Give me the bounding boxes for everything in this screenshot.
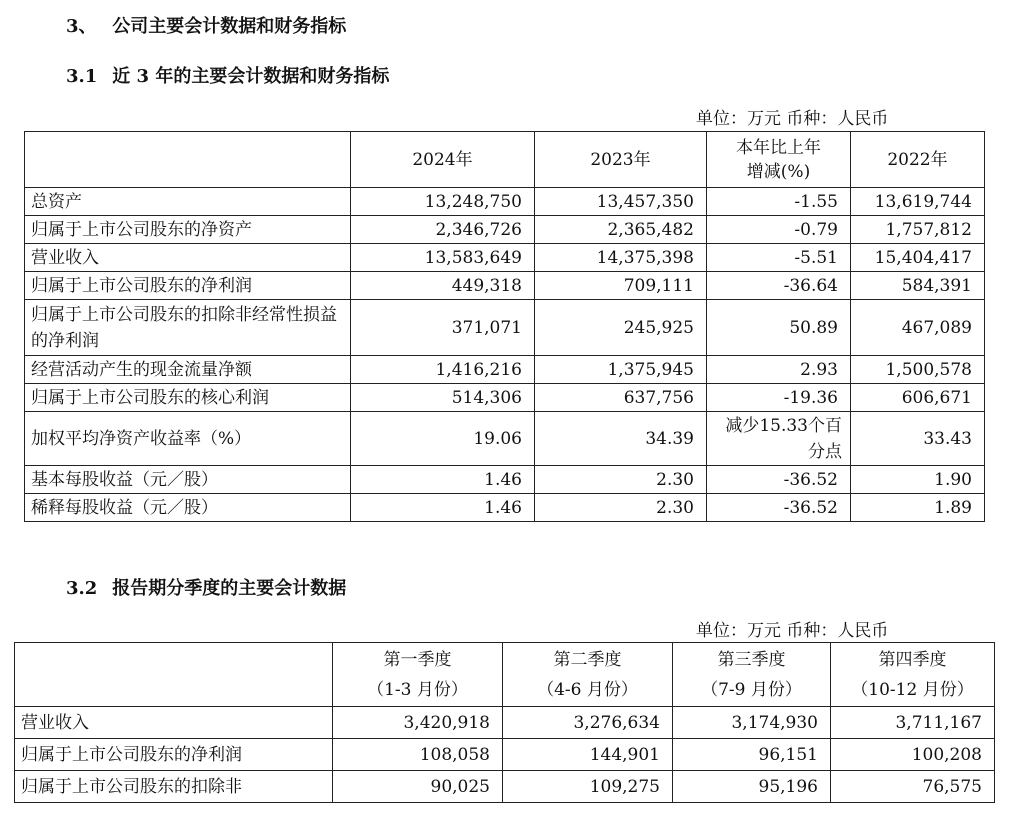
value-2023: 245,925: [535, 300, 707, 356]
table-row: [25, 244, 985, 272]
section-3-title: 公司主要会计数据和财务指标: [112, 16, 347, 37]
section-3-1-unit: 单位：万元 币种：人民币: [696, 109, 889, 129]
table-row: [15, 739, 995, 771]
section-3-2-heading: [66, 574, 346, 600]
value-q4: 3,711,167: [831, 707, 995, 739]
header-q1-line1: 第一季度: [383, 649, 452, 670]
value-q1: 3,420,918: [333, 707, 503, 739]
value-q2: 109,275: [503, 771, 673, 803]
row-label: 归属于上市公司股东的扣除非经常性损益的净利润: [25, 300, 351, 356]
annual-financial-table: [24, 131, 985, 522]
header-q4-line2: （10-12 月份）: [851, 679, 974, 700]
row-label: 营业收入: [25, 244, 351, 272]
header-blank: [25, 132, 351, 188]
value-2022: 1,757,812: [851, 216, 985, 244]
section-3-2-number: 3.2: [66, 578, 98, 599]
header-q3-line2: （7-9 月份）: [701, 679, 802, 700]
header-2022: 2022年: [851, 132, 985, 188]
value-2023: 14,375,398: [535, 244, 707, 272]
value-2023: 1,375,945: [535, 356, 707, 384]
value-2022: 1,500,578: [851, 356, 985, 384]
header-change-line1: 本年比上年: [736, 137, 821, 158]
value-2023: 2,365,482: [535, 216, 707, 244]
row-label: 归属于上市公司股东的净利润: [15, 739, 333, 771]
quarterly-financial-table: [14, 642, 995, 803]
value-change: 50.89: [707, 300, 851, 356]
header-q2-line1: 第二季度: [553, 649, 622, 670]
value-2024: 1,416,216: [351, 356, 535, 384]
value-q3: 96,151: [673, 739, 831, 771]
header-q2: [503, 643, 673, 707]
value-q3: 3,174,930: [673, 707, 831, 739]
value-2023: 637,756: [535, 384, 707, 412]
table-row: [25, 494, 985, 522]
row-label: 基本每股收益（元／股）: [25, 466, 351, 494]
header-q1-line2: （1-3 月份）: [367, 679, 468, 700]
value-q4: 100,208: [831, 739, 995, 771]
row-label: 归属于上市公司股东的扣除非: [15, 771, 333, 803]
value-q4: 76,575: [831, 771, 995, 803]
row-label: 总资产: [25, 188, 351, 216]
header-q3: [673, 643, 831, 707]
value-q3: 95,196: [673, 771, 831, 803]
value-2022: 33.43: [851, 412, 985, 466]
value-2022: 584,391: [851, 272, 985, 300]
header-2024: 2024年: [351, 132, 535, 188]
value-change: -5.51: [707, 244, 851, 272]
value-change: -19.36: [707, 384, 851, 412]
value-change: -0.79: [707, 216, 851, 244]
value-2022: 13,619,744: [851, 188, 985, 216]
row-label: 经营活动产生的现金流量净额: [25, 356, 351, 384]
value-2024: 514,306: [351, 384, 535, 412]
value-change: -36.64: [707, 272, 851, 300]
value-q1: 90,025: [333, 771, 503, 803]
value-2022: 15,404,417: [851, 244, 985, 272]
value-change: -1.55: [707, 188, 851, 216]
value-2023: 709,111: [535, 272, 707, 300]
value-2024: 13,248,750: [351, 188, 535, 216]
section-3-1-heading: [66, 62, 389, 88]
value-2024: 2,346,726: [351, 216, 535, 244]
value-2023: 34.39: [535, 412, 707, 466]
value-2022: 1.90: [851, 466, 985, 494]
header-change-line2: 增减(%): [746, 161, 811, 182]
value-q2: 3,276,634: [503, 707, 673, 739]
section-3-heading: [66, 12, 346, 38]
value-change: -36.52: [707, 466, 851, 494]
table-row: [25, 272, 985, 300]
value-2023: 2.30: [535, 494, 707, 522]
table-row: [25, 300, 985, 356]
table-header-row: [15, 643, 995, 707]
section-3-2-title: 报告期分季度的主要会计数据: [112, 578, 347, 599]
table-row: [25, 466, 985, 494]
row-label: 归属于上市公司股东的核心利润: [25, 384, 351, 412]
value-2024: 1.46: [351, 494, 535, 522]
value-q2: 144,901: [503, 739, 673, 771]
value-q1: 108,058: [333, 739, 503, 771]
header-2023: 2023年: [535, 132, 707, 188]
header-q2-line2: （4-6 月份）: [537, 679, 638, 700]
table-row: [25, 216, 985, 244]
header-q4-line1: 第四季度: [878, 649, 947, 670]
value-2022: 1.89: [851, 494, 985, 522]
value-2022: 606,671: [851, 384, 985, 412]
header-q4: [831, 643, 995, 707]
value-2022: 467,089: [851, 300, 985, 356]
header-q3-line1: 第三季度: [717, 649, 786, 670]
row-label: 加权平均净资产收益率（%）: [25, 412, 351, 466]
table-row: [25, 384, 985, 412]
section-3-1-number: 3.1: [66, 66, 98, 87]
section-3-number: 3、: [66, 16, 97, 37]
value-change: 2.93: [707, 356, 851, 384]
value-2023: 13,457,350: [535, 188, 707, 216]
row-label: 稀释每股收益（元／股）: [25, 494, 351, 522]
section-3-1-title: 近 3 年的主要会计数据和财务指标: [112, 66, 390, 87]
table-row: [15, 771, 995, 803]
table-row: [25, 356, 985, 384]
table-row: [25, 412, 985, 466]
value-change: -36.52: [707, 494, 851, 522]
value-2024: 449,318: [351, 272, 535, 300]
table-header-row: [25, 132, 985, 188]
header-q1: [333, 643, 503, 707]
value-2024: 1.46: [351, 466, 535, 494]
header-change: [707, 132, 851, 188]
row-label: 归属于上市公司股东的净利润: [25, 272, 351, 300]
table-row: [25, 188, 985, 216]
section-3-2-unit: 单位：万元 币种：人民币: [696, 621, 889, 641]
header-blank: [15, 643, 333, 707]
value-2024: 371,071: [351, 300, 535, 356]
value-2024: 19.06: [351, 412, 535, 466]
value-2024: 13,583,649: [351, 244, 535, 272]
row-label: 归属于上市公司股东的净资产: [25, 216, 351, 244]
table-row: [15, 707, 995, 739]
value-2023: 2.30: [535, 466, 707, 494]
row-label: 营业收入: [15, 707, 333, 739]
value-change: 减少15.33个百分点: [707, 412, 851, 466]
